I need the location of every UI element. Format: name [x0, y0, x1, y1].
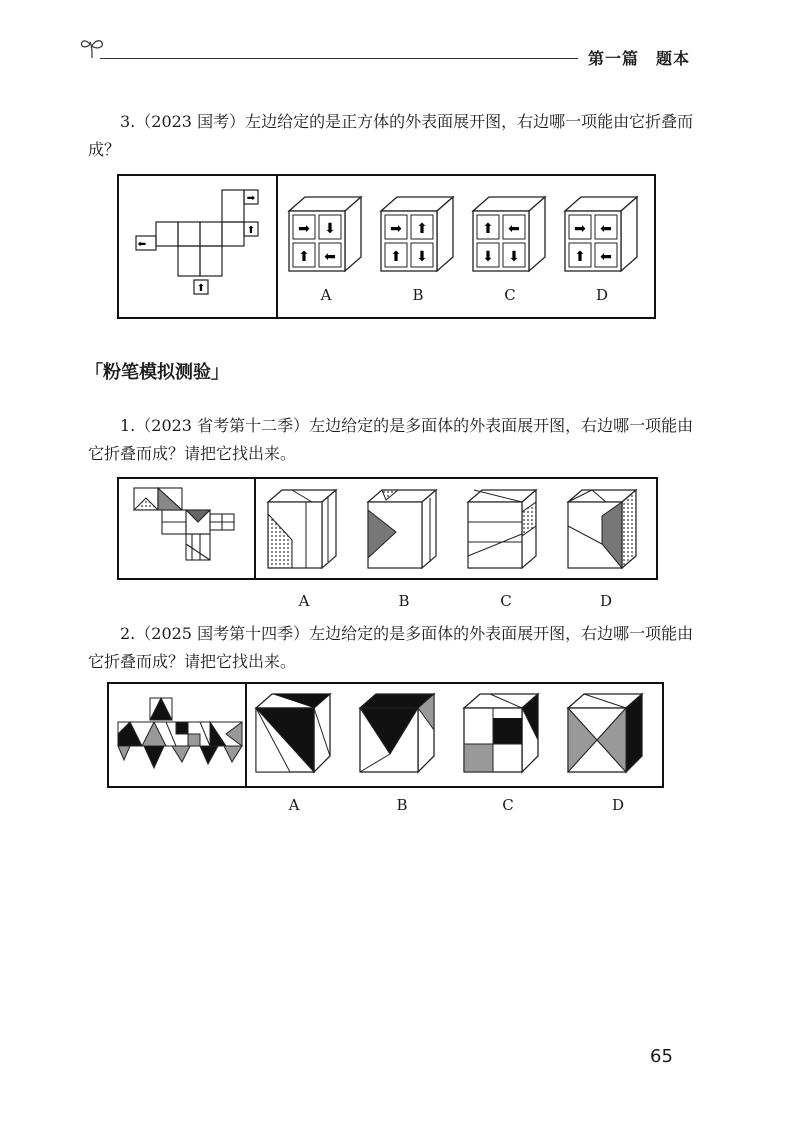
practice-1-options: [262, 486, 652, 578]
svg-text:⬆: ⬆: [196, 283, 206, 294]
p2-option-c[interactable]: C: [502, 796, 514, 814]
practice-2-options: [250, 690, 660, 778]
svg-text:⬆: ⬆: [482, 221, 494, 237]
svg-text:⬅: ⬅: [600, 249, 612, 265]
p1-option-a[interactable]: A: [298, 592, 310, 610]
bracket-right-icon: 」: [211, 362, 229, 383]
p2-option-a[interactable]: A: [288, 796, 300, 814]
svg-text:➡: ➡: [390, 221, 402, 237]
question-3-cube-net: [130, 186, 270, 306]
p2-option-b[interactable]: B: [396, 796, 408, 814]
svg-text:⬆: ⬆: [298, 249, 310, 265]
svg-text:➡: ➡: [246, 193, 256, 204]
practice-2-text: 2.（2025 国考第十四季）左边给定的是多面体的外表面展开图，右边哪一项能由它折叠而成？请把它找出来。: [88, 624, 694, 671]
q3-option-d[interactable]: D: [595, 286, 609, 304]
practice-1-text: 1.（2023 省考第十二季）左边给定的是多面体的外表面展开图，右边哪一项能由它折叠而成？请把它找出来。: [88, 416, 694, 463]
svg-text:⬅: ⬅: [508, 221, 520, 237]
svg-text:⬅: ⬅: [600, 221, 612, 237]
practice-1-net: [128, 484, 248, 574]
bracket-left-icon: 「: [85, 362, 103, 383]
practice-2-net: [114, 692, 244, 776]
svg-text:⬆: ⬆: [390, 249, 402, 265]
q3-option-a[interactable]: A: [320, 286, 332, 304]
q3-option-b[interactable]: B: [412, 286, 424, 304]
figure-divider: [245, 684, 247, 786]
p2-option-d[interactable]: D: [611, 796, 625, 814]
svg-text:⬆: ⬆: [246, 225, 256, 236]
question-3-text: 3.（2023 国考）左边给定的是正方体的外表面展开图，右边哪一项能由它折叠而成？: [88, 112, 694, 159]
page-number: 65: [650, 1046, 673, 1067]
header-section-title: 第一篇 题本: [588, 49, 691, 68]
question-3-cube-options: [285, 193, 645, 278]
p1-option-b[interactable]: B: [398, 592, 410, 610]
svg-text:⬇: ⬇: [324, 221, 336, 237]
svg-text:⬇: ⬇: [416, 249, 428, 265]
svg-text:⬅: ⬅: [324, 249, 336, 265]
p1-option-c[interactable]: C: [500, 592, 512, 610]
svg-text:➡: ➡: [298, 221, 310, 237]
header-rule: [100, 58, 578, 59]
figure-divider: [276, 176, 278, 317]
q3-option-c[interactable]: C: [504, 286, 516, 304]
svg-text:⬆: ⬆: [416, 221, 428, 237]
svg-text:⬆: ⬆: [574, 249, 586, 265]
svg-text:➡: ➡: [574, 221, 586, 237]
svg-text:⬅: ⬅: [137, 239, 147, 250]
figure-divider: [254, 479, 256, 578]
svg-text:⬇: ⬇: [508, 249, 520, 265]
practice-section-title: 「粉笔模拟测验」: [85, 362, 229, 383]
svg-text:⬇: ⬇: [482, 249, 494, 265]
p1-option-d[interactable]: D: [599, 592, 613, 610]
